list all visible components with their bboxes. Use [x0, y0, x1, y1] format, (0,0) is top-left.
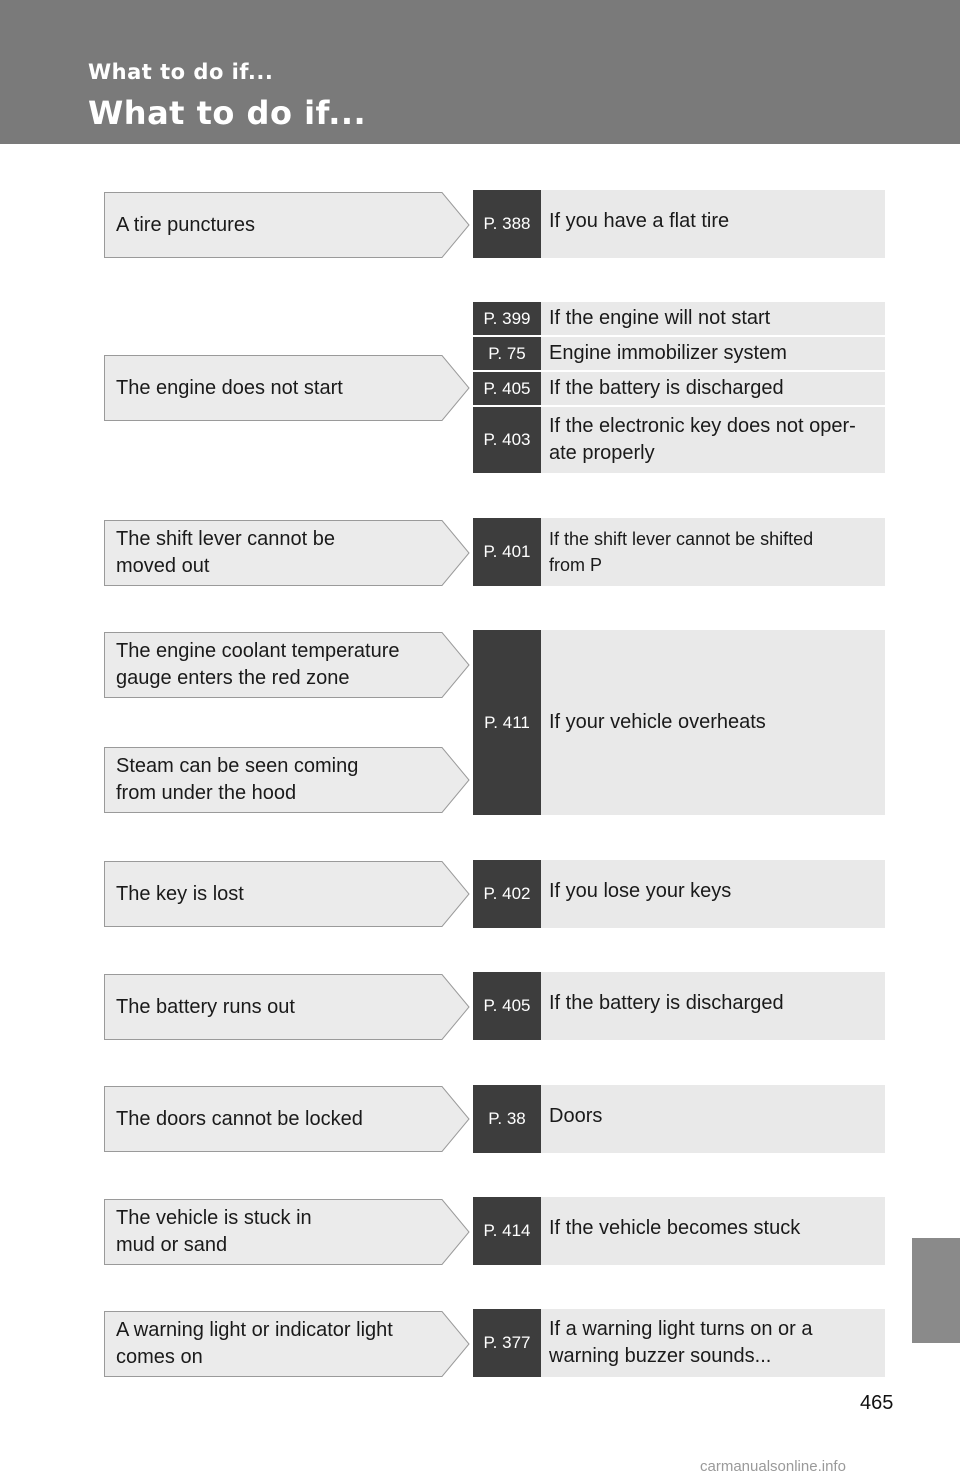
situation-label: A warning light or indicator light comes on	[116, 1319, 393, 1368]
situation-label: A tire punctures	[116, 213, 255, 236]
page-ref-link[interactable]: P. 75	[473, 337, 541, 370]
situation-key-lost	[104, 861, 470, 927]
page-ref-link[interactable]: P. 403	[473, 407, 541, 473]
watermark: carmanualsonline.info	[700, 1458, 846, 1475]
section-side-tab	[912, 1238, 960, 1343]
page-ref-link[interactable]: P. 401	[473, 518, 541, 586]
situation-tire-punctures	[104, 192, 470, 258]
situation-label: Steam can be seen coming from under the hood	[116, 755, 359, 804]
section-header	[0, 0, 960, 144]
page-ref-link[interactable]: P. 399	[473, 302, 541, 335]
situation-label: The engine does not start	[116, 376, 343, 399]
situation-coolant-red-zone	[104, 632, 470, 698]
ref-description: If the vehicle becomes stuck	[541, 1197, 885, 1265]
ref-description: If the battery is discharged	[541, 972, 885, 1040]
situation-battery-runs-out	[104, 974, 470, 1040]
ref-description: Engine immobilizer system	[541, 337, 885, 370]
ref-description: If the electronic key does not oper- ate properly	[541, 407, 885, 473]
page-ref-link[interactable]: P. 414	[473, 1197, 541, 1265]
ref-description: If you have a flat tire	[541, 190, 885, 258]
page-number: 465	[860, 1392, 894, 1414]
ref-description: If the engine will not start	[541, 302, 885, 335]
page-ref-link[interactable]: P. 38	[473, 1085, 541, 1153]
page-ref-link[interactable]: P. 411	[473, 630, 541, 815]
situation-label: The key is lost	[116, 882, 244, 905]
page-ref-link[interactable]: P. 405	[473, 972, 541, 1040]
page-ref-link[interactable]: P. 377	[473, 1309, 541, 1377]
situation-warning-light	[104, 1311, 470, 1377]
situation-label: The battery runs out	[116, 995, 295, 1018]
situation-shift-lever	[104, 520, 470, 586]
section-subtitle: What to do if...	[88, 60, 274, 84]
situation-vehicle-stuck	[104, 1199, 470, 1265]
situation-label: The engine coolant temperature gauge enters the red zone	[116, 640, 400, 689]
ref-description: If you lose your keys	[541, 860, 885, 928]
situation-steam-hood	[104, 747, 470, 813]
situation-label: The shift lever cannot be moved out	[116, 528, 336, 577]
ref-description: Doors	[541, 1085, 885, 1153]
situation-label: The vehicle is stuck in mud or sand	[116, 1207, 312, 1256]
ref-description: If a warning light turns on or a warning buzzer sounds...	[541, 1309, 885, 1377]
situation-engine-not-start	[104, 355, 470, 421]
page-ref-link[interactable]: P. 402	[473, 860, 541, 928]
page-ref-link[interactable]: P. 388	[473, 190, 541, 258]
ref-description: If the battery is discharged	[541, 372, 885, 405]
page-title: What to do if...	[88, 94, 367, 132]
ref-description: If your vehicle overheats	[541, 630, 885, 815]
ref-description: If the shift lever cannot be shifted from P	[541, 518, 885, 586]
page-ref-link[interactable]: P. 405	[473, 372, 541, 405]
situation-doors-not-locked	[104, 1086, 470, 1152]
situation-label: The doors cannot be locked	[116, 1107, 363, 1130]
